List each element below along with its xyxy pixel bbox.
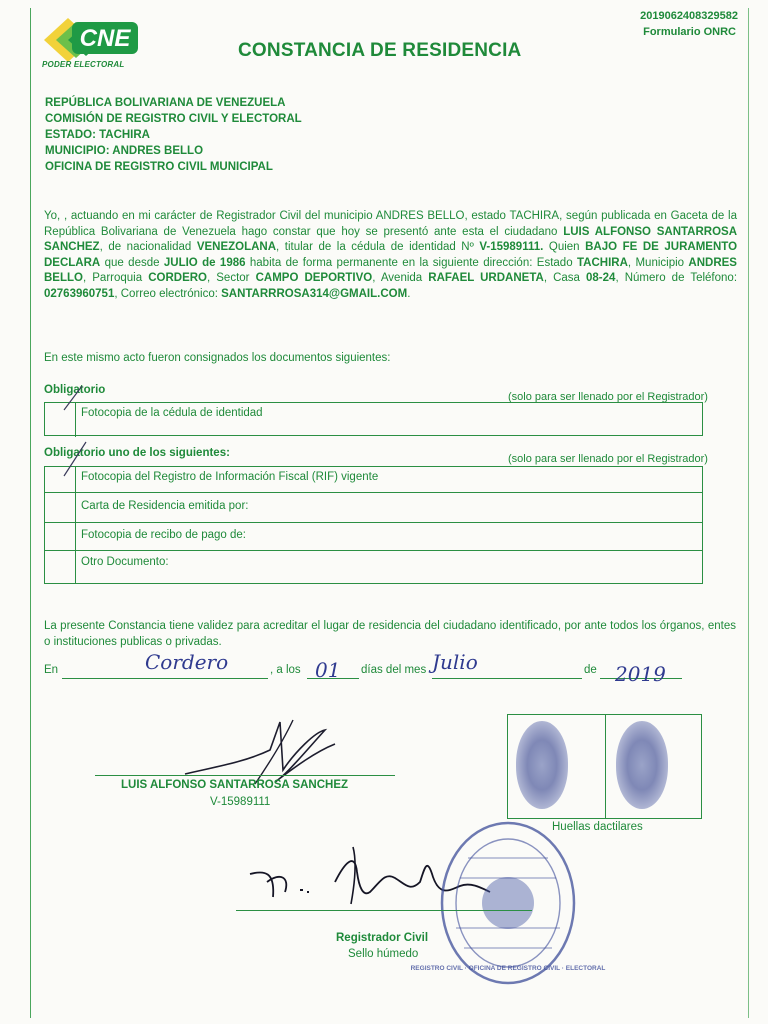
authority-line: REPÚBLICA BOLIVARIANA DE VENEZUELA bbox=[45, 97, 286, 109]
fingerprint-box bbox=[507, 714, 702, 819]
table-row bbox=[45, 493, 702, 523]
document-item: Fotocopia de recibo de pago de: bbox=[81, 529, 246, 541]
form-name: Formulario ONRC bbox=[643, 26, 736, 38]
registrar-label: Registrador Civil bbox=[336, 932, 429, 944]
registrar-checkbox[interactable] bbox=[45, 493, 76, 522]
address-municipality: ANDRES BELLO bbox=[44, 256, 737, 285]
decl-text: , titular de la cédula de identidad Nº bbox=[276, 241, 480, 254]
decl-text: Quien bbox=[543, 241, 586, 254]
address-avenue: RAFAEL URDANETA bbox=[428, 272, 544, 285]
decl-text: , Municipio bbox=[627, 256, 689, 269]
left-margin-rule bbox=[30, 8, 31, 1018]
dias-label: días del mes bbox=[361, 664, 427, 676]
authority-line: ESTADO: TACHIRA bbox=[45, 129, 150, 141]
document-item: Otro Documento: bbox=[81, 556, 169, 568]
table-row bbox=[45, 551, 702, 583]
document-title: CONSTANCIA DE RESIDENCIA bbox=[238, 40, 522, 61]
one-of-note: (solo para ser llenado por el Registrador) bbox=[508, 453, 708, 465]
decl-text: que desde bbox=[100, 256, 164, 269]
phone-number: 02763960751 bbox=[44, 287, 115, 300]
registrar-checkbox[interactable] bbox=[45, 551, 76, 583]
serial-number: 2019062408329582 bbox=[640, 10, 738, 22]
authority-line: OFICINA DE REGISTRO CIVIL MUNICIPAL bbox=[45, 161, 273, 173]
day-handwritten: 01 bbox=[315, 658, 341, 682]
seal-text: REGISTRO CIVIL · OFICINA DE REGISTRO CIVIL · ELECTORAL bbox=[410, 965, 606, 972]
mandatory-table bbox=[44, 402, 703, 436]
check-mark-icon bbox=[60, 440, 100, 480]
registrar-checkbox[interactable] bbox=[45, 523, 76, 550]
decl-text: , Sector bbox=[206, 272, 256, 285]
check-mark-icon bbox=[60, 384, 100, 414]
month-handwritten: Julio bbox=[432, 650, 478, 674]
en-label: En bbox=[44, 664, 59, 676]
decl-text: , Avenida bbox=[372, 272, 429, 285]
authority-line: MUNICIPIO: ANDRES BELLO bbox=[45, 145, 204, 157]
logo-text: CNE bbox=[79, 25, 131, 52]
left-fingerprint-icon bbox=[516, 721, 568, 809]
document-item: Fotocopia del Registro de Información Fiscal (RIF) vigente bbox=[81, 471, 379, 483]
documents-intro: En este mismo acto fueron consignados los documentos siguientes: bbox=[44, 352, 391, 364]
table-row bbox=[45, 467, 702, 493]
address-state: TACHIRA bbox=[576, 256, 628, 269]
place-handwritten: Cordero bbox=[145, 650, 229, 674]
decl-text: , Número de Teléfono: bbox=[615, 272, 738, 285]
place-line bbox=[62, 678, 268, 679]
seal-label: Sello húmedo bbox=[348, 948, 419, 960]
right-margin-rule bbox=[748, 8, 749, 1018]
right-fingerprint-icon bbox=[616, 721, 668, 809]
declaration-paragraph bbox=[44, 209, 737, 303]
registrar-signature-line bbox=[236, 910, 532, 911]
id-number: V-15989111. bbox=[479, 241, 544, 254]
email-address: SANTARRROSA314@GMAIL.COM bbox=[221, 287, 408, 300]
citizen-signature-name: LUIS ALFONSO SANTARROSA SANCHEZ bbox=[121, 779, 349, 791]
fingerprint-divider bbox=[605, 715, 606, 818]
one-of-label: Obligatorio uno de los siguientes: bbox=[44, 447, 230, 459]
a-los-label: , a los bbox=[270, 664, 301, 676]
decl-text: , Casa bbox=[543, 272, 587, 285]
mandatory-note: (solo para ser llenado por el Registrador) bbox=[508, 391, 708, 403]
document-item: Carta de Residencia emitida por: bbox=[81, 500, 249, 512]
decl-text: . bbox=[407, 287, 411, 300]
citizen-signature-id: V-15989111 bbox=[210, 796, 271, 808]
table-row bbox=[45, 523, 702, 551]
authority-line: COMISIÓN DE REGISTRO CIVIL Y ELECTORAL bbox=[45, 113, 302, 125]
nationality: VENEZOLANA bbox=[196, 241, 277, 254]
month-line bbox=[432, 678, 582, 679]
address-sector: CAMPO DEPORTIVO bbox=[255, 272, 373, 285]
fingerprints-label: Huellas dactilares bbox=[552, 821, 643, 833]
one-of-table bbox=[44, 466, 703, 584]
decl-text: , Correo electrónico: bbox=[114, 287, 222, 300]
address-parish: CORDERO bbox=[148, 272, 207, 285]
authority-block bbox=[45, 95, 302, 175]
logo-subtitle: PODER ELECTORAL bbox=[42, 60, 125, 69]
oath: BAJO FE DE JURAMENTO DECLARA bbox=[44, 241, 738, 269]
mandatory-label: Obligatorio bbox=[44, 384, 106, 396]
citizen-signature-line bbox=[95, 775, 395, 776]
document-item: Fotocopia de la cédula de identidad bbox=[81, 407, 263, 419]
de-label: de bbox=[584, 664, 597, 676]
decl-text: , de nacionalidad bbox=[99, 241, 197, 254]
citizen-name: LUIS ALFONSO SANTARROSA SANCHEZ bbox=[44, 225, 738, 254]
decl-text: Yo, , actuando en mi carácter de Registrador Civil del municipio ANDRES BELLO, estado TACHIRA, según publicada en Gaceta de la República Bolivariana de Venezuela hago constar que hoy se presentó ante esta el ciudadano bbox=[44, 210, 737, 238]
validity-statement: La presente Constancia tiene validez para acreditar el lugar de residencia del ciudadano identificado, por ante todos los órganos, entes o instituciones publicas o privadas. bbox=[44, 620, 736, 648]
year-handwritten: 2019 bbox=[615, 662, 666, 686]
residence-since: JULIO de 1986 bbox=[163, 256, 246, 269]
decl-text: habita de forma permanente en la siguiente dirección: Estado bbox=[245, 256, 577, 269]
table-row bbox=[45, 403, 702, 437]
address-house: 08-24 bbox=[586, 272, 616, 285]
decl-text: , Parroquia bbox=[82, 272, 149, 285]
